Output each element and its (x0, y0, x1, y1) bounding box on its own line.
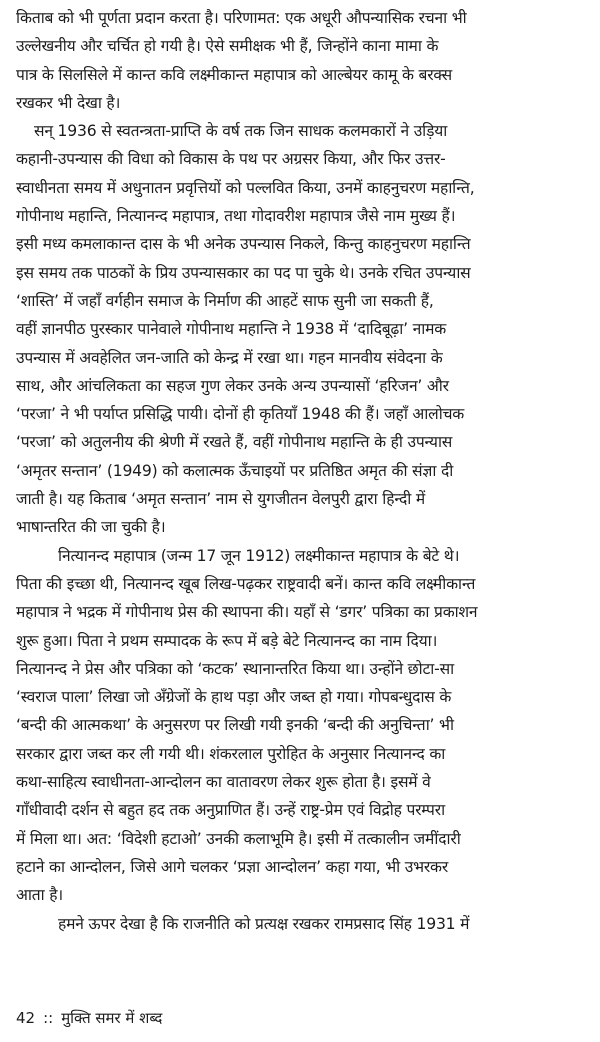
body-text (16, 4, 586, 938)
text-line: रखकर भी देखा है। (16, 93, 121, 112)
paragraph-first-line: नित्यानन्द महापात्र (जन्म 17 जून 1912) लक्ष्मीकान्त महापात्र के बेटे थे। (58, 546, 460, 565)
text-line: उल्लेखनीय और चर्चित हो गयी है। ऐसे समीक्षक भी हैं, जिन्होंने काना मामा के (16, 37, 439, 56)
text-line: ‘अमृतर सन्तान’ (1949) को कलात्मक ऊँचाइयों पर प्रतिष्ठित अमृत की संज्ञा दी (16, 461, 454, 480)
text-line: गाँधीवादी दर्शन से बहुत हद तक अनुप्राणित हैं। उन्हें राष्ट्र-प्रेम एवं विद्रोह परम्परा (16, 801, 445, 820)
text-line: उपन्यास में अवहेलित जन-जाति को केन्द्र में रखा था। गहन मानवीय संवेदना के (16, 348, 443, 367)
text-line: कहानी-उपन्यास की विधा को विकास के पथ पर अग्रसर किया, और फिर उत्तर- (16, 150, 446, 169)
text-line: में मिला था। अत: ‘विदेशी हटाओ’ उनकी कलाभूमि है। इसी में तत्कालीन जमींदारी (16, 829, 461, 848)
text-line: हटाने का आन्दोलन, जिसे आगे चलकर ‘प्रज्ञा आन्दोलन’ कहा गया, भी उभरकर (16, 857, 449, 876)
book-title: मुक्ति समर में शब्द (61, 1009, 163, 1027)
text-line: इस समय तक पाठकों के प्रिय उपन्यासकार का पद पा चुके थे। उनके रचित उपन्यास (16, 263, 471, 282)
text-line: साथ, और आंचलिकता का सहज गुण लेकर उनके अन्य उपन्यासों ‘हरिजन’ और (16, 376, 449, 395)
page-number: 42 (16, 1009, 36, 1027)
text-line: पात्र के सिलसिले में कान्त कवि लक्ष्मीकान्त महापात्र को आल्बेयर कामू के बरक्स (16, 65, 452, 84)
text-line: जाती है। यह किताब ‘अमृत सन्तान’ नाम से युगजीतन वेलपुरी द्वारा हिन्दी में (16, 490, 426, 509)
text-line: आता है। (16, 886, 64, 905)
text-line: नित्यानन्द ने प्रेस और पत्रिका को ‘कटक’ स्थानान्तरित किया था। उन्होंने छोटा-सा (16, 659, 454, 678)
text-line: इसी मध्य कमलाकान्त दास के भी अनेक उपन्यास निकले, किन्तु काहनुचरण महान्ति (16, 235, 471, 254)
text-line: स्वाधीनता समय में अधुनातन प्रवृत्तियों को पल्लवित किया, उनमें काहनुचरण महान्ति, (16, 178, 475, 197)
text-line: कथा-साहित्य स्वाधीनता-आन्दोलन का वातावरण लेकर शुरू होता है। इसमें वे (16, 773, 431, 792)
text-line: किताब को भी पूर्णता प्रदान करता है। परिणामत: एक अधूरी औपन्यासिक रचना भी (16, 9, 467, 27)
text-line: ‘बन्दी की आत्मकथा’ के अनुसरण पर लिखी गयी इनकी ‘बन्दी की अनुचिन्ता’ भी (16, 716, 454, 735)
text-line: ‘परजा’ को अतुलनीय की श्रेणी में रखते हैं, वहीं गोपीनाथ महान्ति के ही उपन्यास (16, 433, 453, 452)
text-line: गोपीनाथ महान्ति, नित्यानन्द महापात्र, तथा गोदावरीश महापात्र जैसे नाम मुख्य हैं। (16, 207, 456, 226)
text-line: पिता की इच्छा थी, नित्यानन्द खूब लिख-पढ़कर राष्ट्रवादी बनें। कान्त कवि लक्ष्मीकान्त (16, 574, 476, 593)
text-line: ‘शास्ति’ में जहाँ वर्गहीन समाज के निर्माण की आहटें साफ सुनी जा सकती हैं, (16, 291, 434, 310)
paragraph-first-line: हमने ऊपर देखा है कि राजनीति को प्रत्यक्ष रखकर रामप्रसाद सिंह 1931 में (58, 914, 470, 933)
text-line: महापात्र ने भद्रक में गोपीनाथ प्रेस की स्थापना की। यहाँ से ‘डगर’ पत्रिका का प्रकाशन (16, 603, 478, 622)
text-line: वहीं ज्ञानपीठ पुरस्कार पानेवाले गोपीनाथ महान्ति ने 1938 में ‘दादिबूढ़ा’ नामक (16, 320, 447, 339)
text-line: ‘परजा’ ने भी पर्याप्त प्रसिद्धि पायी। दोनों ही कृतियाँ 1948 की हैं। जहाँ आलोचक (16, 405, 465, 424)
text-line: शुरू हुआ। पिता ने प्रथम सम्पादक के रूप में बड़े बेटे नित्यानन्द का नाम दिया। (16, 631, 438, 650)
text-line: सरकार द्वारा जब्त कर ली गयी थी। शंकरलाल पुरोहित के अनुसार नित्यानन्द का (16, 744, 446, 763)
paragraph-first-line: सन् 1936 से स्वतन्त्रता-प्राप्ति के वर्ष तक जिन साधक कलमकारों ने उड़िया (34, 122, 448, 141)
text-line: भाषान्तरित की जा चुकी है। (16, 518, 166, 537)
footer-separator: :: (43, 1009, 54, 1027)
text-line: ‘स्वराज पाला’ लिखा जो अँग्रेजों के हाथ पड़ा और जब्त हो गया। गोपबन्धुदास के (16, 688, 452, 707)
page-footer (16, 1006, 162, 1030)
